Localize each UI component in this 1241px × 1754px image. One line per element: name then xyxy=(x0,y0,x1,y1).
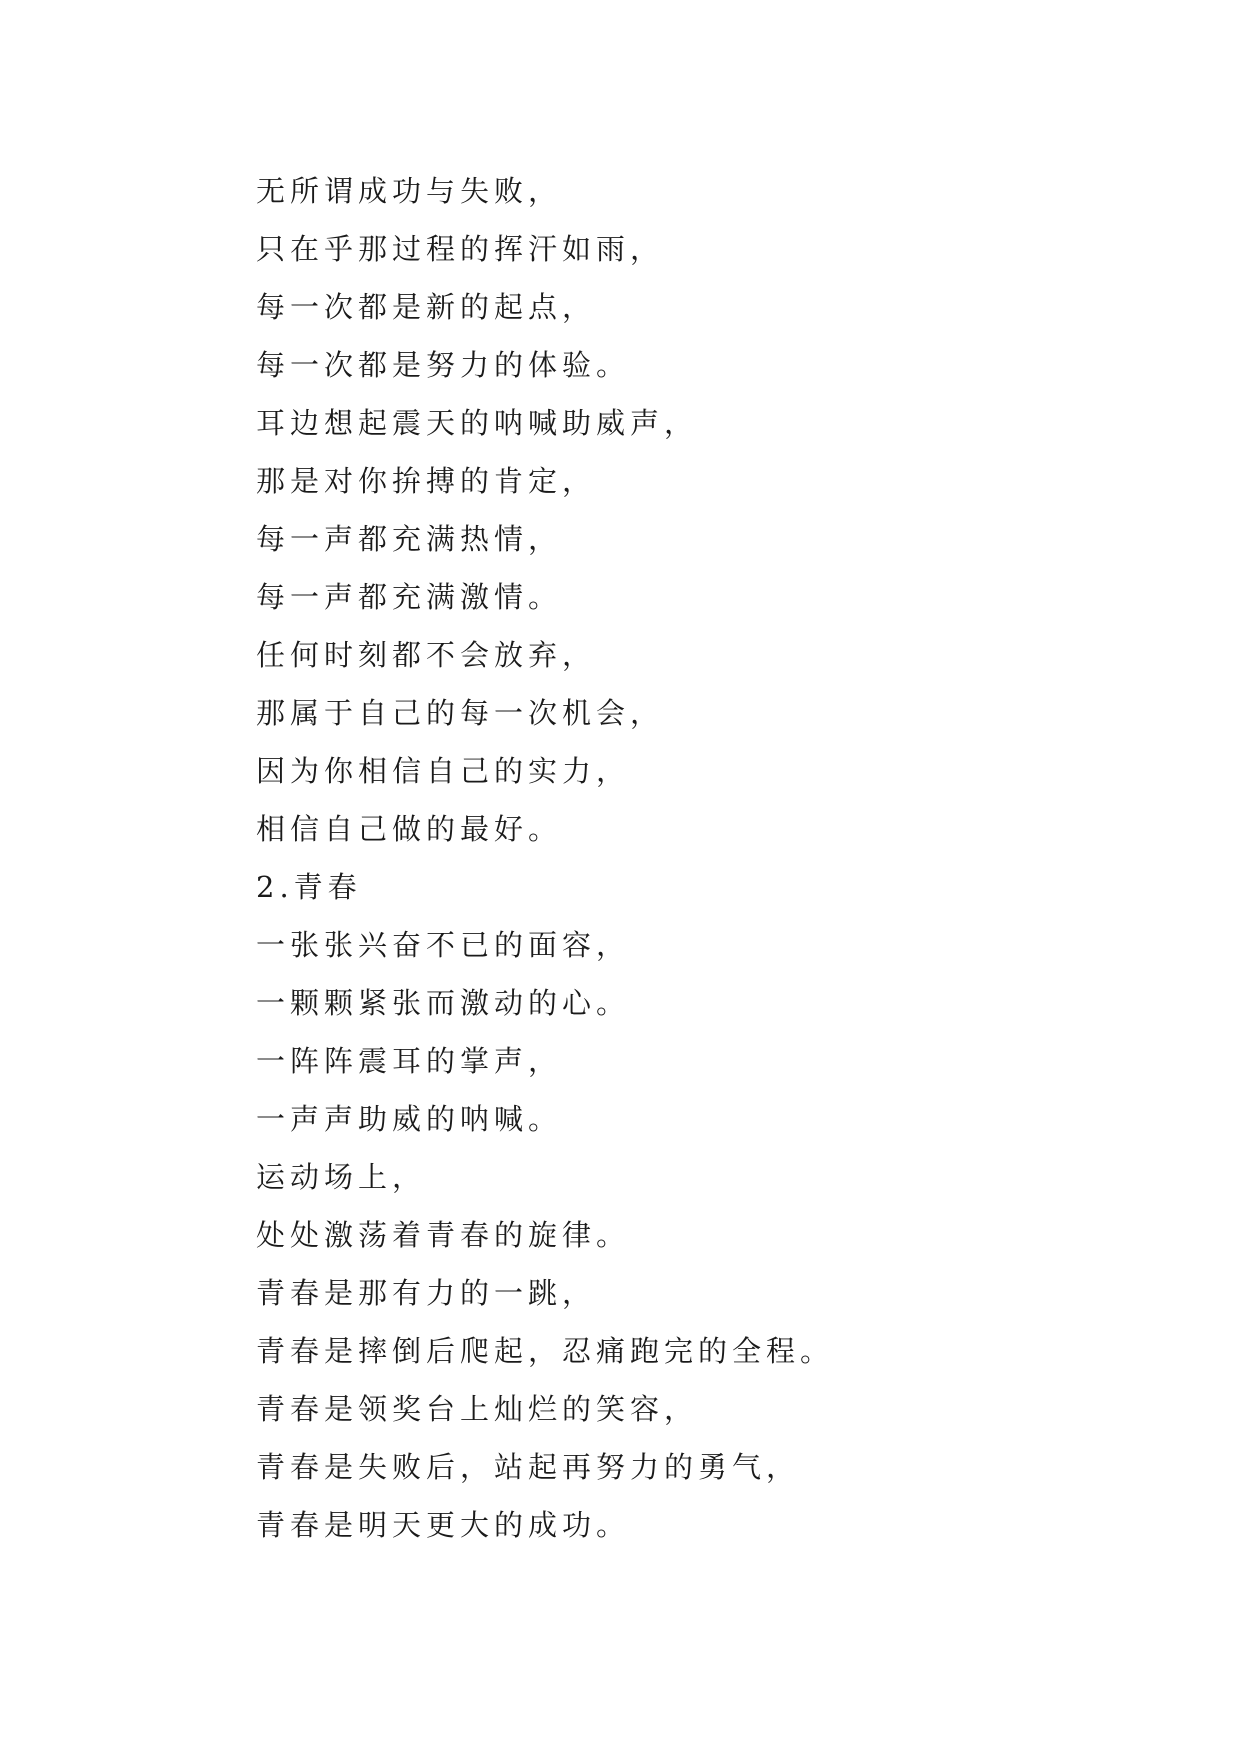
text-line: 青春是明天更大的成功。 xyxy=(256,1508,631,1542)
text-line: 运动场上， xyxy=(256,1160,427,1194)
text-line: 耳边想起震天的呐喊助威声， xyxy=(256,406,699,440)
text-line: 那属于自己的每一次机会， xyxy=(256,696,665,730)
text-line: 任何时刻都不会放弃， xyxy=(256,638,597,672)
text-line: 相信自己做的最好。 xyxy=(256,812,563,846)
text-line: 青春是摔倒后爬起，忍痛跑完的全程。 xyxy=(256,1334,835,1368)
text-line: 青春是领奖台上灿烂的笑容， xyxy=(256,1392,699,1426)
poem-text xyxy=(256,162,1156,1554)
text-line: 一声声助威的呐喊。 xyxy=(256,1102,563,1136)
text-line: 一张张兴奋不已的面容， xyxy=(256,928,631,962)
text-line: 青春是失败后，站起再努力的勇气， xyxy=(256,1450,801,1484)
text-line: 无所谓成功与失败， xyxy=(256,174,563,208)
text-line: 青春是那有力的一跳， xyxy=(256,1276,597,1310)
text-line: 那是对你拚搏的肯定， xyxy=(256,464,597,498)
text-line: 每一声都充满激情。 xyxy=(256,580,563,614)
text-line: 每一声都充满热情， xyxy=(256,522,563,556)
text-line: 只在乎那过程的挥汗如雨， xyxy=(256,232,665,266)
section-heading: 2.青春 xyxy=(256,870,362,904)
text-line: 一阵阵震耳的掌声， xyxy=(256,1044,563,1078)
text-line: 因为你相信自己的实力， xyxy=(256,754,631,788)
text-line: 一颗颗紧张而激动的心。 xyxy=(256,986,631,1020)
text-line: 处处激荡着青春的旋律。 xyxy=(256,1218,631,1252)
text-line: 每一次都是努力的体验。 xyxy=(256,348,631,382)
text-line: 每一次都是新的起点， xyxy=(256,290,597,324)
